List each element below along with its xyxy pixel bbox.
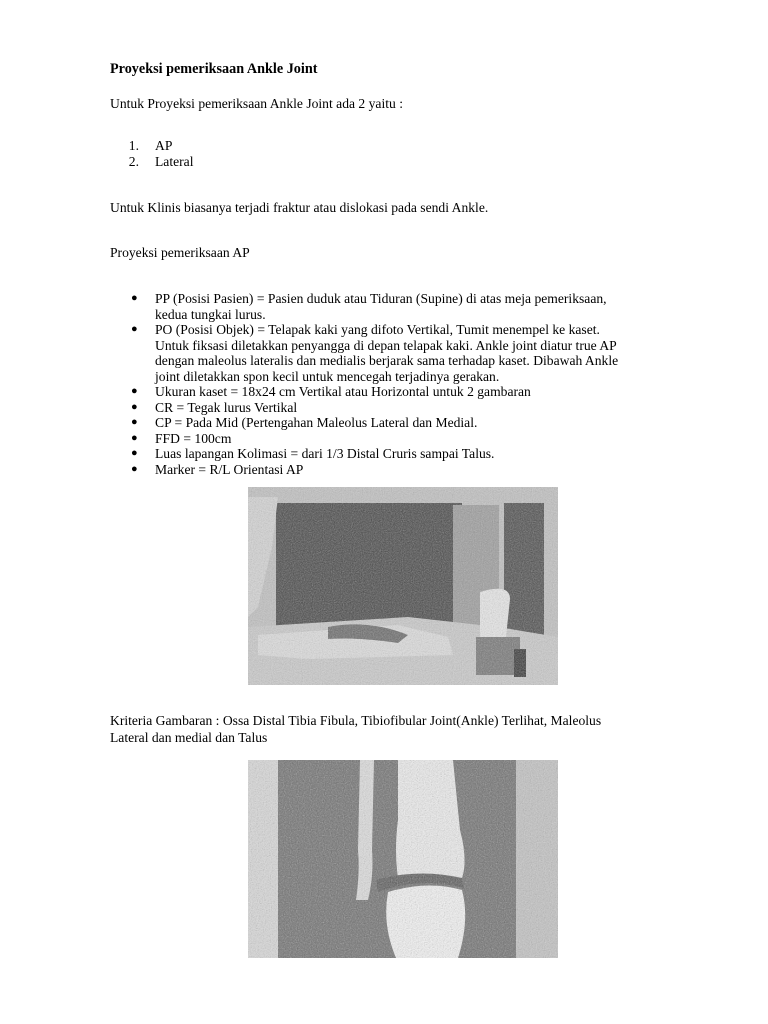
bullet-icon: ● xyxy=(131,400,138,413)
criteria-line-1: Kriteria Gambaran : Ossa Distal Tibia Fibula, Tibiofibular Joint(Ankle) Terlihat, Maleolus xyxy=(110,713,602,728)
document-title: Proyeksi pemeriksaan Ankle Joint xyxy=(110,61,318,77)
projection-list xyxy=(110,138,194,169)
bullet-icon: ● xyxy=(131,462,138,475)
list-item: ● CP = Pada Mid (Pertengahan Maleolus Lateral dan Medial. xyxy=(131,415,478,430)
bullet-icon: ● xyxy=(131,447,138,459)
list-item: ● Luas lapangan Kolimasi = dari 1/3 Distal Cruris sampai Talus. xyxy=(131,446,495,461)
bullet-icon: ● xyxy=(131,385,138,397)
clinical-paragraph: Untuk Klinis biasanya terjadi fraktur atau dislokasi pada sendi Ankle. xyxy=(110,200,489,215)
list-item: ● Ukuran kaset = 18x24 cm Vertikal atau Horizontal untuk 2 gambaran xyxy=(131,384,531,399)
criteria-line-2: Lateral dan medial dan Talus xyxy=(110,730,268,745)
bullet-icon: ● xyxy=(131,323,138,335)
bullet-icon: ● xyxy=(131,416,138,428)
list-item: 1. AP xyxy=(128,138,173,153)
list-item: ● PP (Posisi Pasien) = Pasien duduk atau Tiduran (Supine) di atas meja pemeriksaan, kedua tungkai lurus. xyxy=(131,291,607,322)
ap-criteria-list xyxy=(110,291,710,477)
intro-paragraph: Untuk Proyeksi pemeriksaan Ankle Joint ada 2 yaitu : xyxy=(110,96,403,111)
list-item: ● Marker = R/L Orientasi AP xyxy=(131,461,304,477)
ap-radiograph-image xyxy=(248,760,558,958)
list-item: 2. Lateral xyxy=(128,153,194,169)
list-item: ● FFD = 100cm xyxy=(131,430,232,446)
ap-heading: Proyeksi pemeriksaan AP xyxy=(110,245,250,260)
ap-positioning-photo xyxy=(248,487,558,685)
bullet-icon: ● xyxy=(131,431,138,444)
list-item: ● PO (Posisi Objek) = Telapak kaki yang difoto Vertikal, Tumit menempel ke kaset. Untuk fiksasi diletakkan penyangga di depan telapak kaki. Ankle joint diatur true AP dengan maleolus lateralis dan medialis berjarak sama terhadap kaset. Dibawah Ankle joint diletakkan spon kecil untuk mencegah terjadinya gerakan. xyxy=(131,322,619,384)
list-item: ● CR = Tegak lurus Vertikal xyxy=(131,399,298,415)
bullet-icon: ● xyxy=(131,292,138,304)
